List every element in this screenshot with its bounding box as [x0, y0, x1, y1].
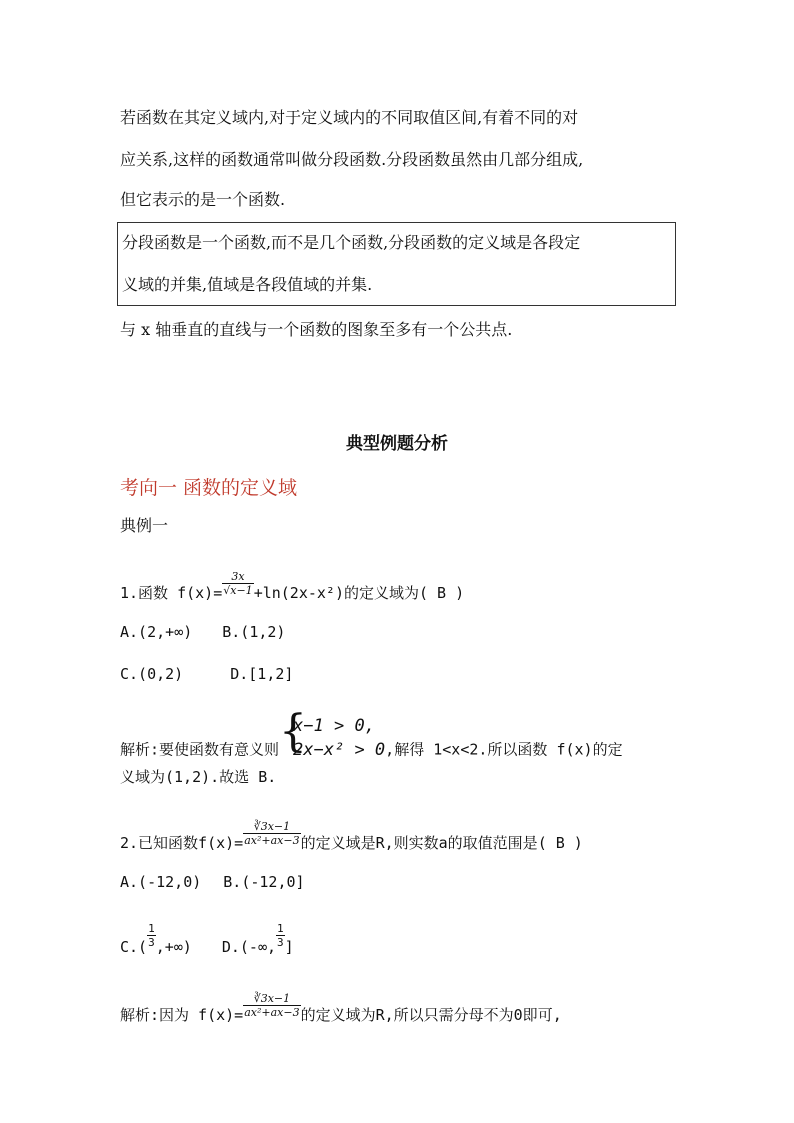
section-title: 考向一 函数的定义域	[120, 477, 298, 499]
q1-option-a: A.(2,+∞)	[120, 623, 193, 641]
q1-options-row-2	[120, 664, 293, 684]
q1-sys-row-2: 2x−x² > 0	[293, 740, 386, 760]
q2-frac-den: ax²+ax−3	[244, 834, 300, 847]
q2-option-c-suffix: ,+∞)	[155, 938, 192, 956]
q2-sol-frac-den: ax²+ax−3	[244, 1006, 300, 1019]
q2-prefix: 2.已知函数f(x)=	[120, 834, 244, 852]
section-heading: 典型例题分析	[346, 434, 448, 454]
note-box	[117, 222, 676, 306]
q2-options-row-1	[120, 872, 305, 892]
q2-option-d-suffix: ]	[284, 938, 294, 956]
q1-sol-prefix: 解析:要使函数有意义则	[120, 740, 280, 759]
q1-frac-num: 3x	[231, 570, 245, 583]
q2-sol-frac-num: ∛3x−1	[253, 992, 291, 1005]
question-1	[120, 570, 465, 607]
q2-options-row-2	[120, 922, 294, 961]
q1-sol-rest: ,解得 1<x<2.所以函数 f(x)的定	[385, 740, 623, 759]
q2-option-b: B.(-12,0]	[223, 873, 305, 891]
q1-option-c: C.(0,2)	[120, 665, 184, 683]
q1-option-d: D.[1,2]	[230, 665, 294, 683]
question-2	[120, 820, 583, 857]
vertical-line-note: 与 x 轴垂直的直线与一个函数的图象至多有一个公共点.	[120, 320, 513, 339]
intro-line-1: 若函数在其定义域内,对于定义域内的不同取值区间,有着不同的对	[120, 108, 579, 127]
q2-frac-num: ∛3x−1	[253, 820, 291, 833]
q2-option-c-prefix: C.(	[120, 938, 148, 956]
q2-sol-prefix: 解析:因为 f(x)=	[120, 1006, 244, 1024]
q1-sys-row-1: x−1 > 0,	[293, 716, 375, 736]
intro-line-2: 应关系,这样的函数通常叫做分段函数.分段函数虽然由几部分组成,	[120, 150, 584, 169]
q2-sol-fraction	[243, 992, 300, 1019]
q2-rest: 的定义域是R,则实数a的取值范围是( B )	[300, 834, 583, 852]
q2-solution-line-1	[120, 992, 562, 1029]
q2-option-c-num: 1	[148, 922, 155, 935]
example-label: 典例一	[120, 516, 169, 535]
q2-option-c-fraction	[147, 922, 156, 949]
q1-frac-den: √x−1	[223, 584, 253, 597]
q2-option-d-prefix: D.(-∞,	[221, 938, 277, 956]
q1-prefix: 1.函数 f(x)=	[120, 584, 223, 602]
q2-fraction	[243, 820, 300, 847]
intro-line-3: 但它表示的是一个函数.	[120, 190, 286, 209]
q2-option-a: A.(-12,0)	[120, 873, 202, 891]
q2-option-c-den: 3	[148, 936, 155, 949]
note-line-1: 分段函数是一个函数,而不是几个函数,分段函数的定义域是各段定	[122, 233, 581, 252]
q2-option-c	[120, 922, 192, 956]
q2-option-d	[221, 922, 294, 956]
q1-inequality-system	[279, 706, 386, 762]
note-line-2: 义域的并集,值域是各段值域的并集.	[122, 275, 373, 294]
q2-sol-rest: 的定义域为R,所以只需分母不为0即可,	[300, 1006, 562, 1024]
q2-option-d-num: 1	[277, 922, 284, 935]
q2-option-d-fraction	[276, 922, 285, 949]
brace-icon: {	[279, 706, 308, 757]
q1-options-row-1	[120, 622, 285, 642]
q1-option-b: B.(1,2)	[222, 623, 286, 641]
q1-rest: +ln(2x-x²)的定义域为( B )	[253, 584, 465, 602]
q2-option-d-den: 3	[277, 936, 284, 949]
q1-solution-line-2: 义域为(1,2).故选 B.	[120, 768, 277, 786]
q1-fraction	[222, 570, 253, 597]
